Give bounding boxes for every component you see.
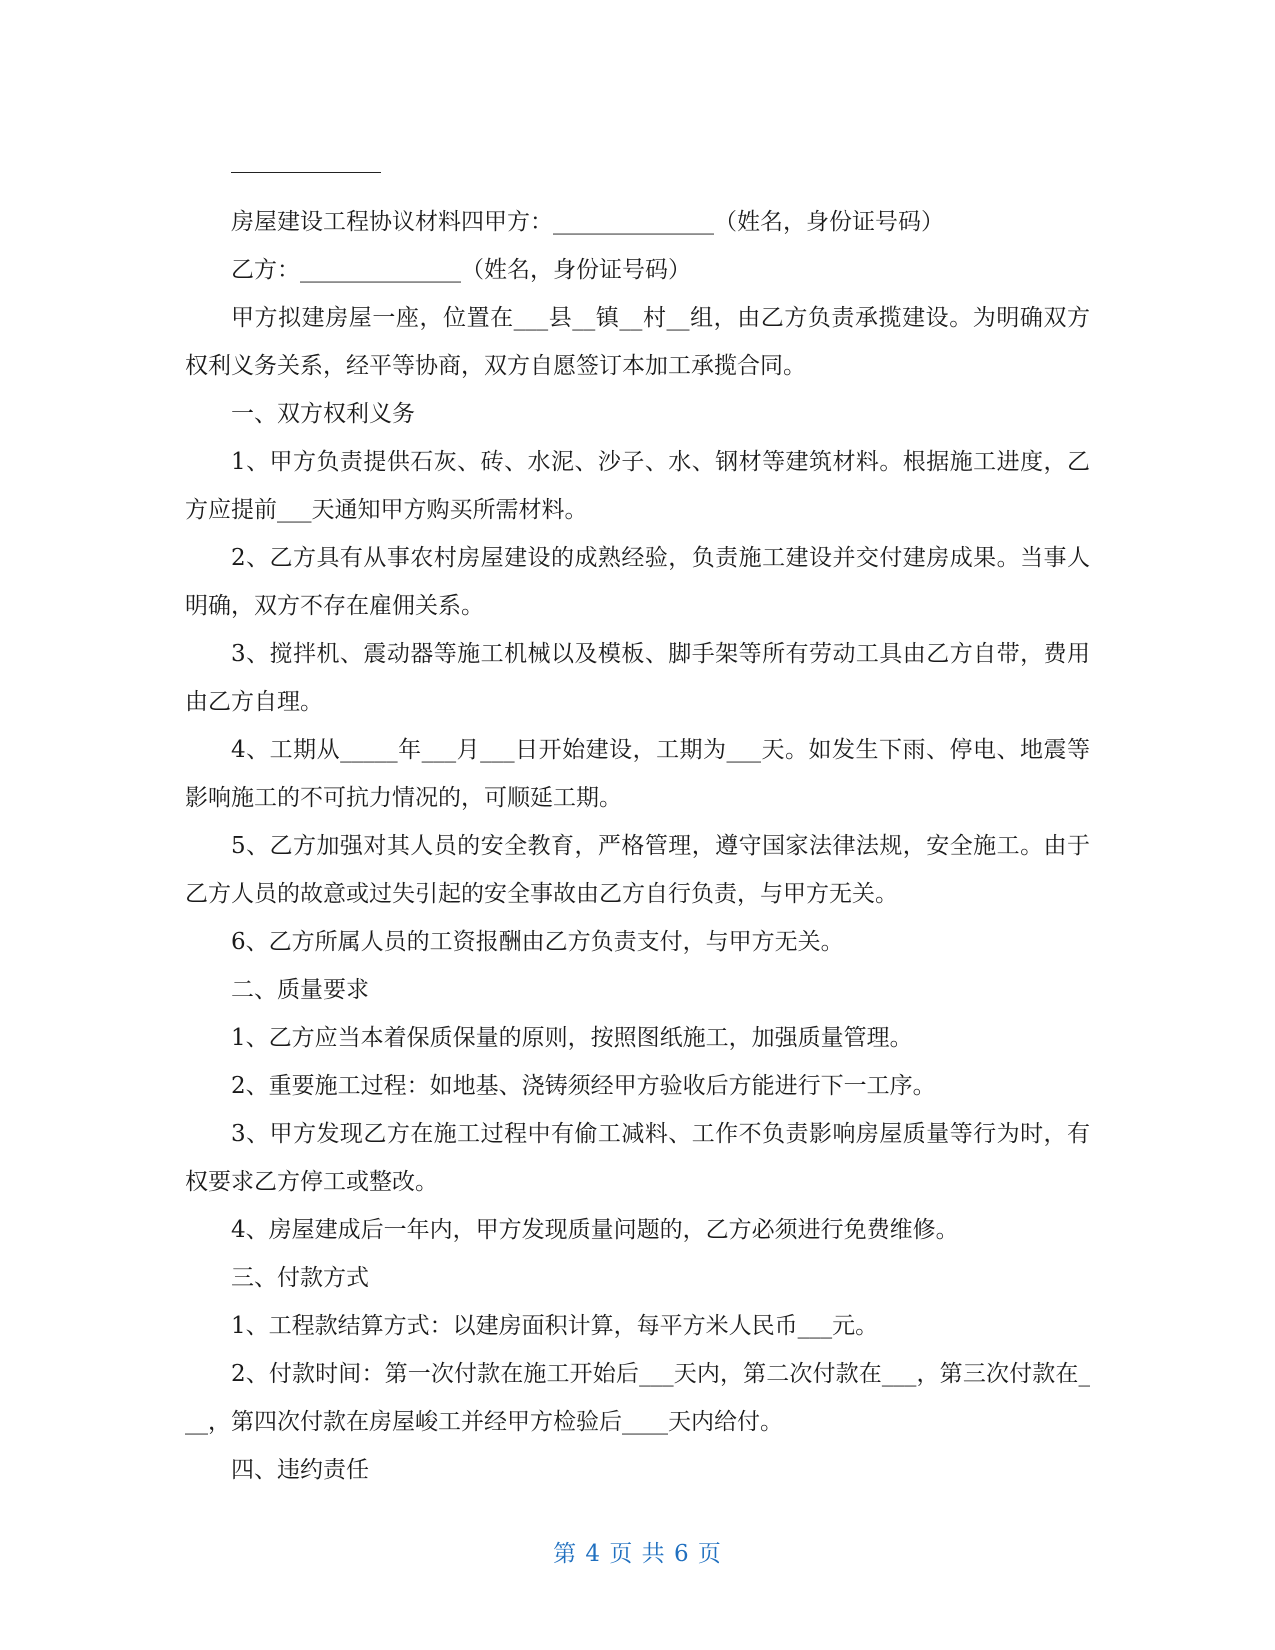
paragraph-parties-a: 房屋建设工程协议材料四甲方：______________（姓名，身份证号码） [231, 209, 944, 235]
section-heading-rights: 一、双方权利义务 [231, 401, 415, 427]
clause-3-1: 1、工程款结算方式：以建房面积计算，每平方米人民币___元。 [231, 1313, 879, 1339]
signature-line [185, 150, 1090, 198]
document-body [185, 150, 1090, 1494]
clause-1-4: 4、工期从_____年___月___日开始建设，工期为___天。如发生下雨、停电、地震等影响施工的不可抗力情况的，可顺延工期。 [185, 737, 1090, 811]
clause-1-5: 5、乙方加强对其人员的安全教育，严格管理，遵守国家法律法规，安全施工。由于乙方人员的故意或过失引起的安全事故由乙方自行负责，与甲方无关。 [185, 833, 1090, 907]
clause-1-2: 2、乙方具有从事农村房屋建设的成熟经验，负责施工建设并交付建房成果。当事人明确，双方不存在雇佣关系。 [185, 545, 1090, 619]
section-heading-payment: 三、付款方式 [231, 1265, 369, 1291]
section-heading-quality: 二、质量要求 [231, 977, 369, 1003]
clause-3-2: 2、付款时间：第一次付款在施工开始后___天内，第二次付款在___，第三次付款在___，第四次付款在房屋峻工并经甲方检验后____天内给付。 [185, 1361, 1090, 1435]
paragraph-intro: 甲方拟建房屋一座，位置在___县__镇__村__组，由乙方负责承揽建设。为明确双方权利义务关系，经平等协商，双方自愿签订本加工承揽合同。 [185, 305, 1090, 379]
clause-2-1: 1、乙方应当本着保质保量的原则，按照图纸施工，加强质量管理。 [231, 1025, 913, 1051]
clause-2-2: 2、重要施工过程：如地基、浇铸须经甲方验收后方能进行下一工序。 [231, 1073, 936, 1099]
clause-1-1: 1、甲方负责提供石灰、砖、水泥、沙子、水、钢材等建筑材料。根据施工进度，乙方应提前___天通知甲方购买所需材料。 [185, 449, 1090, 523]
page-number-footer: 第 4 页 共 6 页 [553, 1541, 722, 1567]
paragraph-parties-b: 乙方：______________（姓名，身份证号码） [231, 257, 691, 283]
section-heading-liability: 四、违约责任 [231, 1457, 369, 1483]
clause-1-6: 6、乙方所属人员的工资报酬由乙方负责支付，与甲方无关。 [231, 929, 844, 955]
clause-2-4: 4、房屋建成后一年内，甲方发现质量问题的，乙方必须进行免费维修。 [231, 1217, 959, 1243]
clause-2-3: 3、甲方发现乙方在施工过程中有偷工减料、工作不负责影响房屋质量等行为时，有权要求乙方停工或整改。 [185, 1121, 1090, 1195]
clause-1-3: 3、搅拌机、震动器等施工机械以及模板、脚手架等所有劳动工具由乙方自带，费用由乙方自理。 [185, 641, 1090, 715]
